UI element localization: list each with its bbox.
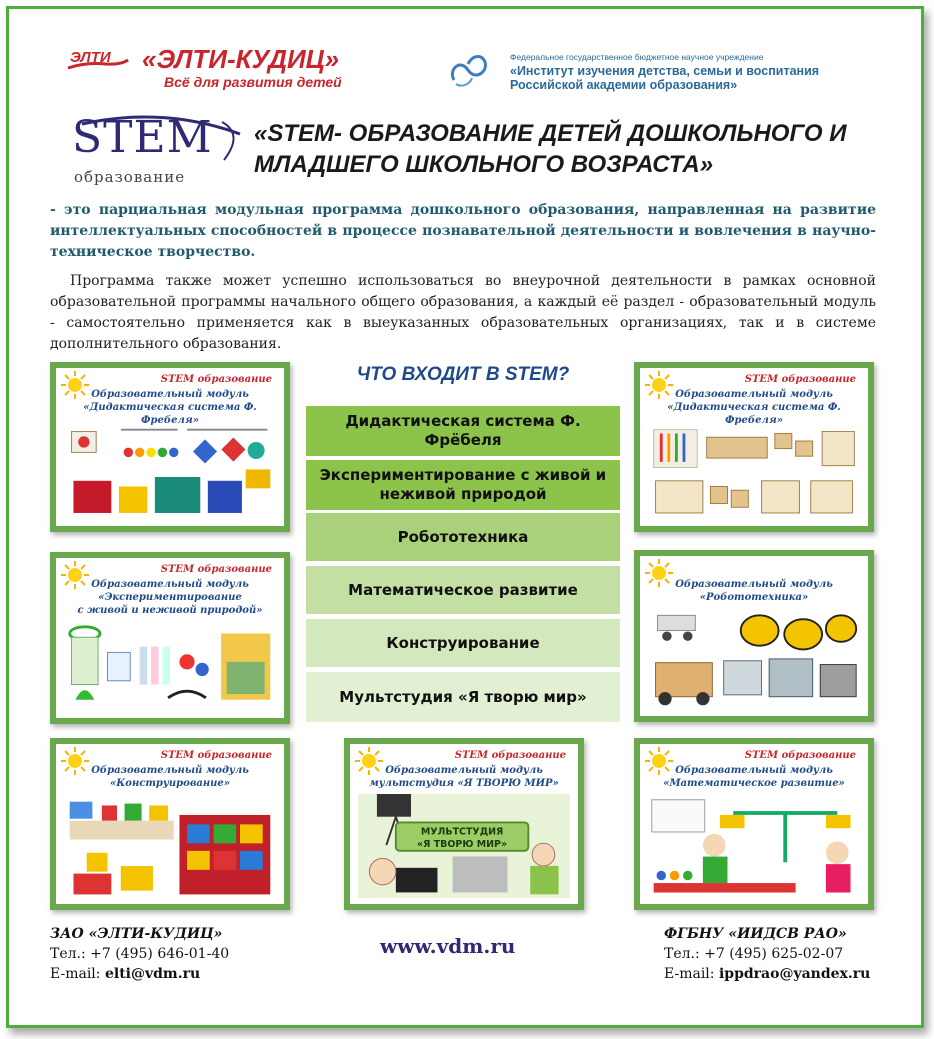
stem-module-item: Математическое развитие (306, 566, 620, 614)
card-title (648, 578, 860, 604)
lead-paragraph: - это парциальная модульная программа дошкольного образования, направленная на развитие интеллектуальных способностей в процессе познавательной деятельности и вовлечения в научно-техническое творчество. (50, 202, 876, 260)
what-is-in-stem-heading: ЧТО ВХОДИТ В STEM? (356, 364, 570, 385)
elti-kudits-logo (66, 44, 386, 96)
infinity-logo-icon (446, 50, 494, 90)
stem-subtitle: образование (74, 168, 186, 186)
body-paragraph: Программа также может успешно использоваться во внеурочной деятельности в рамках основной образовательной программы начального общего образования, а каждый её раздел - образовательный модуль - самостоятельно применяется как в выеуказанных образовательных организациях, так и в системе дополнительного образования. (50, 273, 876, 352)
card-title-line2: «Дидактическая система Ф. Фребеля» (667, 402, 841, 426)
construction-toys-image (64, 796, 276, 898)
card-title-line2: «Математическое развитие» (663, 778, 845, 789)
footer-elti-phone: Тел.: +7 (495) 646-01-40 (50, 946, 230, 962)
module-card-cartoon (344, 738, 584, 910)
card-title-line1: Образовательный модуль (675, 765, 833, 776)
card-title-line1: Образовательный модуль (91, 765, 249, 776)
title-line-1: «STEM- ОБРАЗОВАНИЕ ДЕТЕЙ ДОШКОЛЬНОГО И (254, 120, 847, 147)
card-title-line2: мультстудия «Я ТВОРЮ МИР» (369, 778, 559, 789)
institute-name (510, 64, 870, 92)
card-title (64, 578, 276, 617)
institute-name-line2: Российской академии образования» (510, 78, 738, 92)
card-tag: STEM образование (160, 750, 272, 761)
stem-module-item: Конструирование (306, 619, 620, 667)
card-title-line1: Образовательный модуль (91, 579, 249, 590)
math-kit-image (648, 796, 860, 898)
title-line-2: МЛАДШЕГО ШКОЛЬНОГО ВОЗРАСТА» (254, 151, 714, 178)
stem-module-item: Экспериментирование с живой и неживой природой (306, 460, 620, 510)
card-title-line3: с живой и неживой природой» (77, 605, 263, 616)
stem-module-item: Мультстудия «Я творю мир» (306, 672, 620, 722)
elti-tagline: Всё для развития детей (164, 74, 342, 90)
card-title-line2: «Робототехника» (699, 592, 809, 603)
svg-text:МУЛЬТСТУДИЯ: МУЛЬТСТУДИЯ (420, 826, 504, 838)
card-title (648, 388, 860, 427)
institute-name-line1: «Институт изучения детства, семьи и воспитания (510, 64, 820, 78)
card-title-line1: Образовательный модуль (385, 765, 543, 776)
robots-image (648, 604, 860, 708)
website-link[interactable]: www.vdm.ru (380, 934, 516, 958)
module-card-experiment (50, 552, 290, 724)
froebel-toys-image (64, 424, 276, 519)
page-title (254, 118, 894, 180)
footer-elti-email-line (50, 964, 229, 984)
module-card-froebel-right (634, 362, 874, 532)
card-title-line1: Образовательный модуль (91, 389, 249, 400)
footer-institute-org: ФГБНУ «ИИДСВ РАО» (664, 926, 847, 942)
card-tag: STEM образование (454, 750, 566, 761)
card-title-line1: Образовательный модуль (675, 579, 833, 590)
institute-logo (446, 48, 866, 104)
card-tag: STEM образование (744, 374, 856, 385)
institute-type: Федеральное государственное бюджетное научное учреждение (510, 52, 764, 62)
footer-institute-email[interactable]: ippdrao@yandex.ru (718, 966, 871, 982)
svg-text:ЭЛТИ: ЭЛТИ (70, 49, 111, 66)
card-title (64, 388, 276, 427)
wooden-blocks-image (648, 424, 860, 519)
module-card-construct (50, 738, 290, 910)
card-tag: STEM образование (160, 374, 272, 385)
card-title (64, 764, 276, 790)
footer-elti-email-label: E-mail: (50, 966, 105, 982)
footer-institute-email-label: E-mail: (664, 966, 719, 982)
stem-module-item: Робототехника (306, 513, 620, 561)
card-title-line2: «Конструирование» (109, 778, 231, 789)
svg-text:«Я ТВОРЮ МИР»: «Я ТВОРЮ МИР» (417, 838, 508, 850)
card-title-line2: «Дидактическая система Ф. Фребеля» (83, 402, 257, 426)
card-title (358, 764, 570, 790)
footer-institute-phone: Тел.: +7 (495) 625-02-07 (664, 946, 844, 962)
cartoon-studio-image (358, 794, 570, 898)
science-kit-image (64, 624, 276, 711)
footer-institute-email-line (664, 964, 870, 984)
module-card-math (634, 738, 874, 910)
footer-elti-org: ЗАО «ЭЛТИ-КУДИЦ» (50, 926, 223, 942)
card-title-line2: «Экспериментирование (98, 592, 242, 603)
stem-word: STEM (72, 112, 213, 163)
footer-institute-contacts (664, 924, 870, 984)
footer-elti-contacts (50, 924, 229, 984)
card-tag: STEM образование (744, 750, 856, 761)
card-tag: STEM образование (160, 564, 272, 575)
stem-logo (72, 112, 242, 188)
footer-elti-email[interactable]: elti@vdm.ru (104, 966, 201, 982)
module-card-robotics (634, 550, 874, 722)
stem-module-item: Дидактическая система Ф. Фрёбеля (306, 406, 620, 456)
card-title (648, 764, 860, 790)
elti-logo-icon (66, 48, 130, 74)
module-card-froebel-left (50, 362, 290, 532)
card-title-line1: Образовательный модуль (675, 389, 833, 400)
elti-name: «ЭЛТИ-КУДИЦ» (142, 44, 340, 74)
